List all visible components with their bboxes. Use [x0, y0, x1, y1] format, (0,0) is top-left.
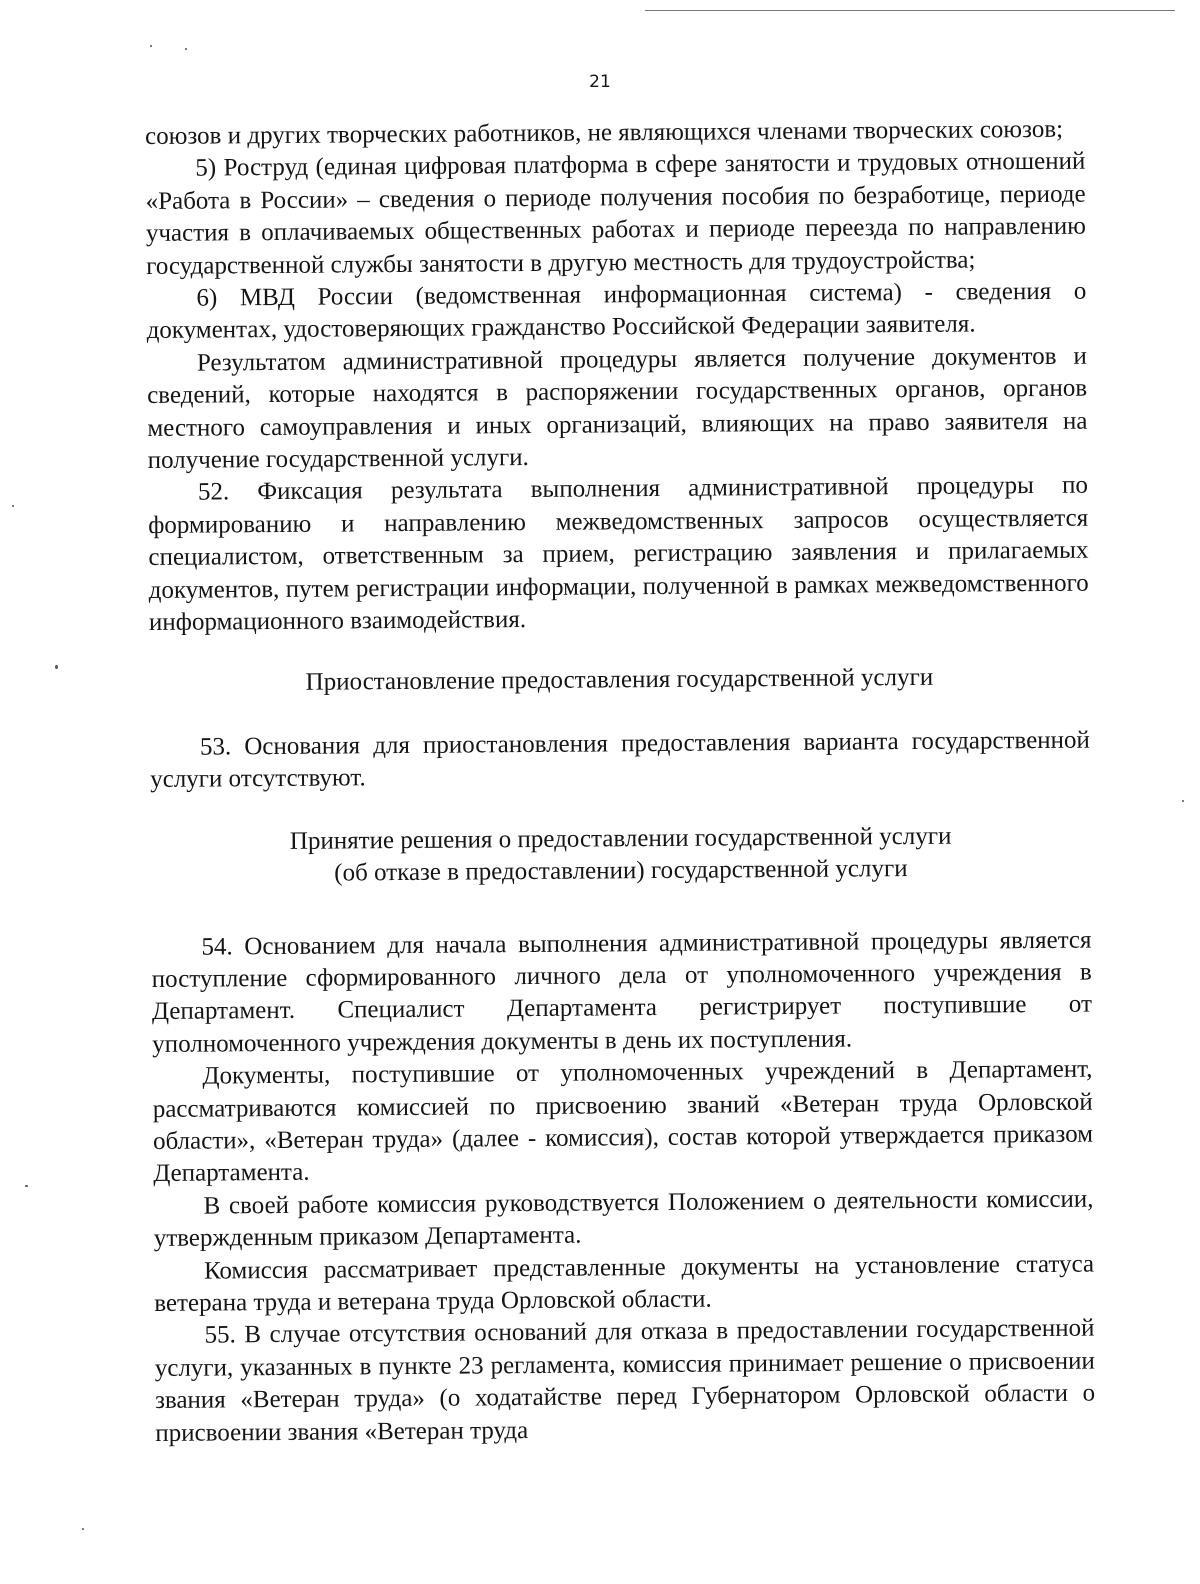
scan-speck — [185, 48, 187, 50]
paragraph-documents: Документы, поступившие от уполномоченных учреждений в Департамент, рассматриваются комиссией по присвоению званий «Ветеран труда Орловской области», «Ветеран труда» (далее - комиссия), состав которой утверждается приказом Департамента. — [152, 1055, 1094, 1188]
heading-decision-line1: Принятие решения о предоставлении государственной услуги — [289, 822, 952, 855]
paragraph-55: 55. В случае отсутствия оснований для отказа в предоставлении государственной услуги, указанных в пункте 23 регламента, комиссия принимает решение о присвоении звания «Ветеран труда» (о ходатайстве перед Губернатором Орловской области о присвоении звания «Ветеран труда — [154, 1314, 1096, 1447]
paragraph-commission-work: В своей работе комиссия руководствуется Положением о деятельности комиссии, утвержденным приказом Департамента. — [153, 1185, 1094, 1253]
paragraph-commission-review: Комиссия рассматривает представленные документы на установление статуса ветерана труда и ветерана труда Орловской области. — [154, 1250, 1095, 1317]
scan-speck — [1182, 800, 1184, 802]
document-body — [145, 114, 1095, 1450]
scan-speck — [82, 1528, 84, 1530]
paragraph-mvd: 6) МВД России (ведомственная информационная система) - сведения о документах, удостоверяющих гражданство Российской Федерации заявителя. — [146, 277, 1087, 345]
page-number: 21 — [589, 72, 611, 92]
paragraph-54: 54. Основанием для начала выполнения административной процедуры является поступление сформированного личного дела от уполномоченного учреждения в Департамент. Специалист Департамента регистрирует поступившие от уполномоченного учреждения документы в день их поступления. — [151, 926, 1093, 1058]
paragraph-53: 53. Основания для приостановления предоставления варианта государственной услуги отсутствуют. — [150, 726, 1090, 794]
heading-decision-line2: (об отказе в предоставлении) государственной услуги — [334, 855, 908, 887]
paragraph-result: Результатом административной процедуры является получение документов и сведений, которые находятся в распоряжении государственных органов, органов местного самоуправления и иных организаций, влияющих на право заявителя на получение государственной услуги. — [147, 342, 1088, 475]
top-rule — [645, 10, 1175, 11]
paragraph-52: 52. Фиксация результата выполнения административной процедуры по формированию и направлению межведомственных запросов осуществляется специалистом, ответственным за прием, регистрацию заявления и прилагаемых документов, путем регистрации информации, полученной в рамках межведомственного информационного взаимодействия. — [148, 472, 1089, 637]
paragraph-creative-unions: союзов и других творческих работников, не являющихся членами творческих союзов; — [145, 115, 1064, 150]
heading-suspension: Приостановление предоставления государственной услуги — [305, 663, 934, 696]
scan-speck — [12, 505, 14, 507]
scan-speck — [150, 45, 152, 47]
scan-speck — [55, 665, 58, 669]
scan-speck — [25, 1185, 28, 1187]
paragraph-rostrud: 5) Роструд (единая цифровая платформа в сфере занятости и трудовых отношений «Работа в России» – сведения о периоде получения пособия по безработице, периоде участия в оплачиваемых общественных работах и периоде переезда по направлению государственной службы занятости в другую местность для трудоустройства; — [145, 148, 1086, 280]
